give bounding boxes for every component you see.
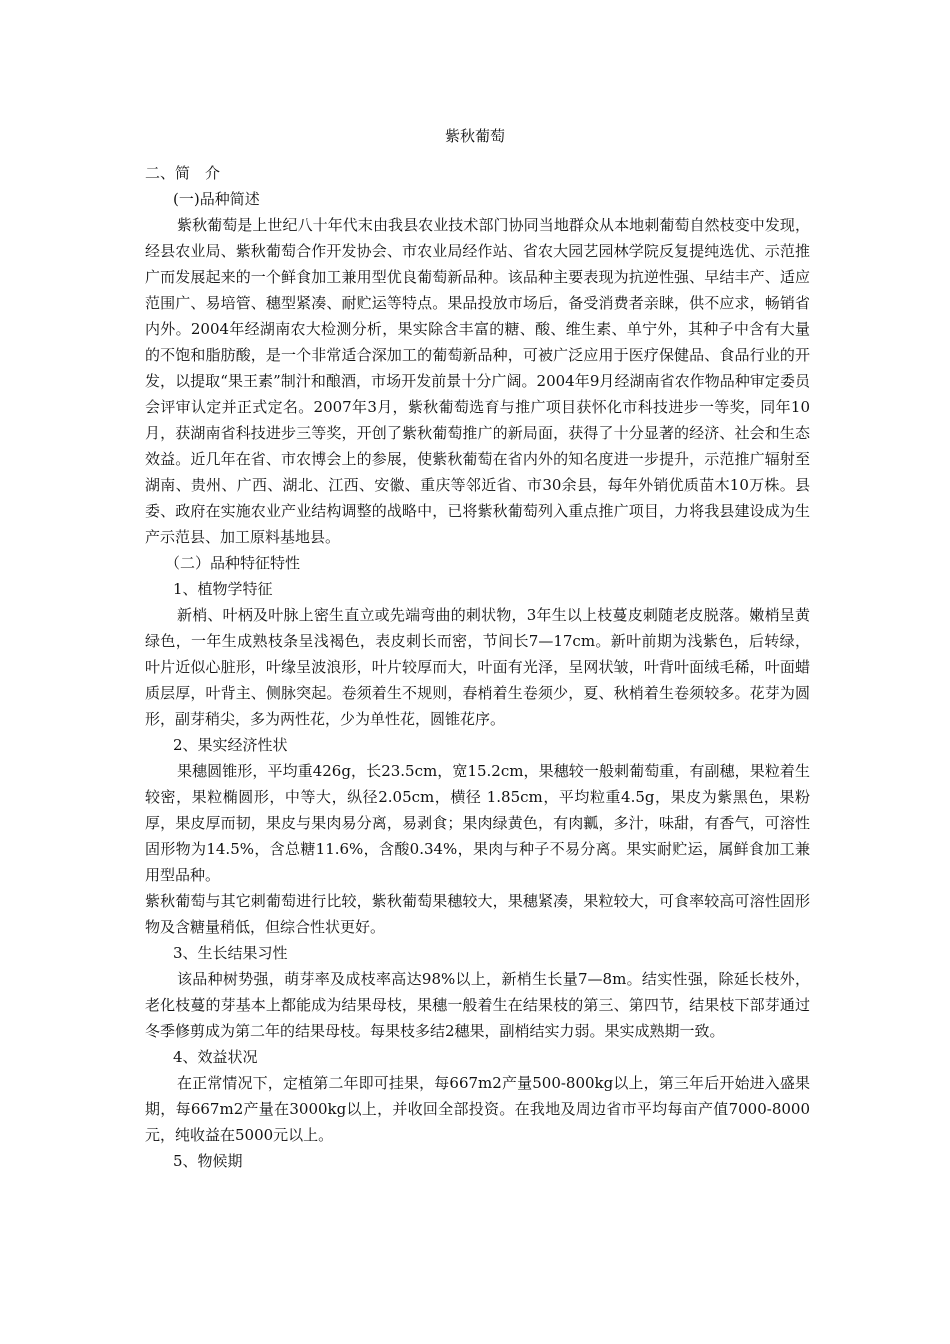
paragraph-variety-summary: 紫秋葡萄是上世纪八十年代末由我县农业技术部门协同当地群众从本地刺葡萄自然枝变中发现，经县农业局、紫秋葡萄合作开发协会、市农业局经作站、省农大园艺园林学院反复提纯选优、示范推广而发展起来的一个鲜食加工兼用型优良葡萄新品种。该品种主要表现为抗逆性强、早结丰产、适应范围广、易培管、穗型紧凑、耐贮运等特点。果品投放市场后，备受消费者亲睐，供不应求，畅销省内外。2004年经湖南农大检测分析，果实除含丰富的糖、酸、维生素、单宁外，其种子中含有大量的不饱和脂肪酸，是一个非常适合深加工的葡萄新品种，可被广泛应用于医疗保健品、食品行业的开发，以提取“果王素”制汁和酿酒，市场开发前景十分广阔。2004年9月经湖南省农作物品种审定委员会评审认定并正式定名。2007年3月，紫秋葡萄选育与推广项目获怀化市科技进步一等奖，同年10月，获湖南省科技进步三等奖，开创了紫秋葡萄推广的新局面，获得了十分显著的经济、社会和生态效益。近几年在省、市农博会上的参展，使紫秋葡萄在省内外的知名度进一步提升，示范推广辐射至湖南、贵州、广西、湖北、江西、安徽、重庆等邻近省、市30余县，每年外销优质苗木10万株。县委、政府在实施农业产业结构调整的战略中，已将紫秋葡萄列入重点推广项目，力将我县建设成为生产示范县、加工原料基地县。 — [145, 216, 810, 546]
subsection-heading-variety-summary: (一)品种简述 — [173, 190, 260, 208]
paragraph-comparison: 紫秋葡萄与其它刺葡萄进行比较，紫秋葡萄果穗较大，果穗紧凑，果粒较大，可食率较高可溶性固形物及含糖量稍低，但综合性状更好。 — [145, 892, 810, 936]
paragraph-botanical-features: 新梢、叶柄及叶脉上密生直立或先端弯曲的刺状物，3年生以上枝蔓皮刺随老皮脱落。嫩梢呈黄绿色，一年生成熟枝条呈浅褐色，表皮刺长而密，节间长7—17cm。新叶前期为浅紫色，后转绿，叶片近似心脏形，叶缘呈波浪形，叶片较厚而大，叶面有光泽，呈网状皱，叶背叶面绒毛稀，叶面蜡质层厚，叶背主、侧脉突起。卷须着生不规则，春梢着生卷须少，夏、秋梢着生卷须较多。花芽为圆形，副芽稍尖，多为两性花，少为单性花，圆锥花序。 — [145, 606, 810, 728]
paragraph-benefits: 在正常情况下，定植第二年即可挂果，每667m2产量500-800kg以上，第三年后开始进入盛果期，每667m2产量在3000kg以上，并收回全部投资。在我地及周边省市平均每亩产值7000-8000元，纯收益在5000元以上。 — [145, 1074, 810, 1144]
heading-botanical-features: 1、植物学特征 — [173, 580, 273, 598]
heading-growth-habits: 3、生长结果习性 — [173, 944, 288, 962]
heading-fruit-economic-traits: 2、果实经济性状 — [173, 736, 288, 754]
heading-phenology: 5、物候期 — [173, 1152, 243, 1170]
paragraph-growth-habits: 该品种树势强，萌芽率及成枝率高达98%以上，新梢生长量7—8m。结实性强，除延长枝外，老化枝蔓的芽基本上都能成为结果母枝，果穗一般着生在结果枝的第三、第四节，结果枝下部芽通过冬季修剪成为第二年的结果母枝。每果枝多结2穗果，副梢结实力弱。果实成熟期一致。 — [145, 970, 810, 1040]
document-body — [145, 160, 810, 1174]
section-heading: 二、简 介 — [145, 164, 221, 182]
page-title: 紫秋葡萄 — [444, 127, 505, 145]
paragraph-fruit-economic-traits: 果穗圆锥形，平均重426g，长23.5cm，宽15.2cm，果穗较一般刺葡萄重，有副穗，果粒着生较密，果粒椭圆形，中等大，纵径2.05cm，横径 1.85cm，平均粒重4.5g，果皮为紫黑色，果粉厚，果皮厚而韧，果皮与果肉易分离，易剥食；果肉绿黄色，有肉瓤，多汁，味甜，有香气，可溶性固形物为14.5%，含总糖11.6%，含酸0.34%，果肉与种子不易分离。果实耐贮运，属鲜食加工兼用型品种。 — [145, 762, 810, 884]
subsection-heading-characteristics: （二）品种特征特性 — [165, 554, 301, 572]
heading-benefits: 4、效益状况 — [173, 1048, 258, 1066]
